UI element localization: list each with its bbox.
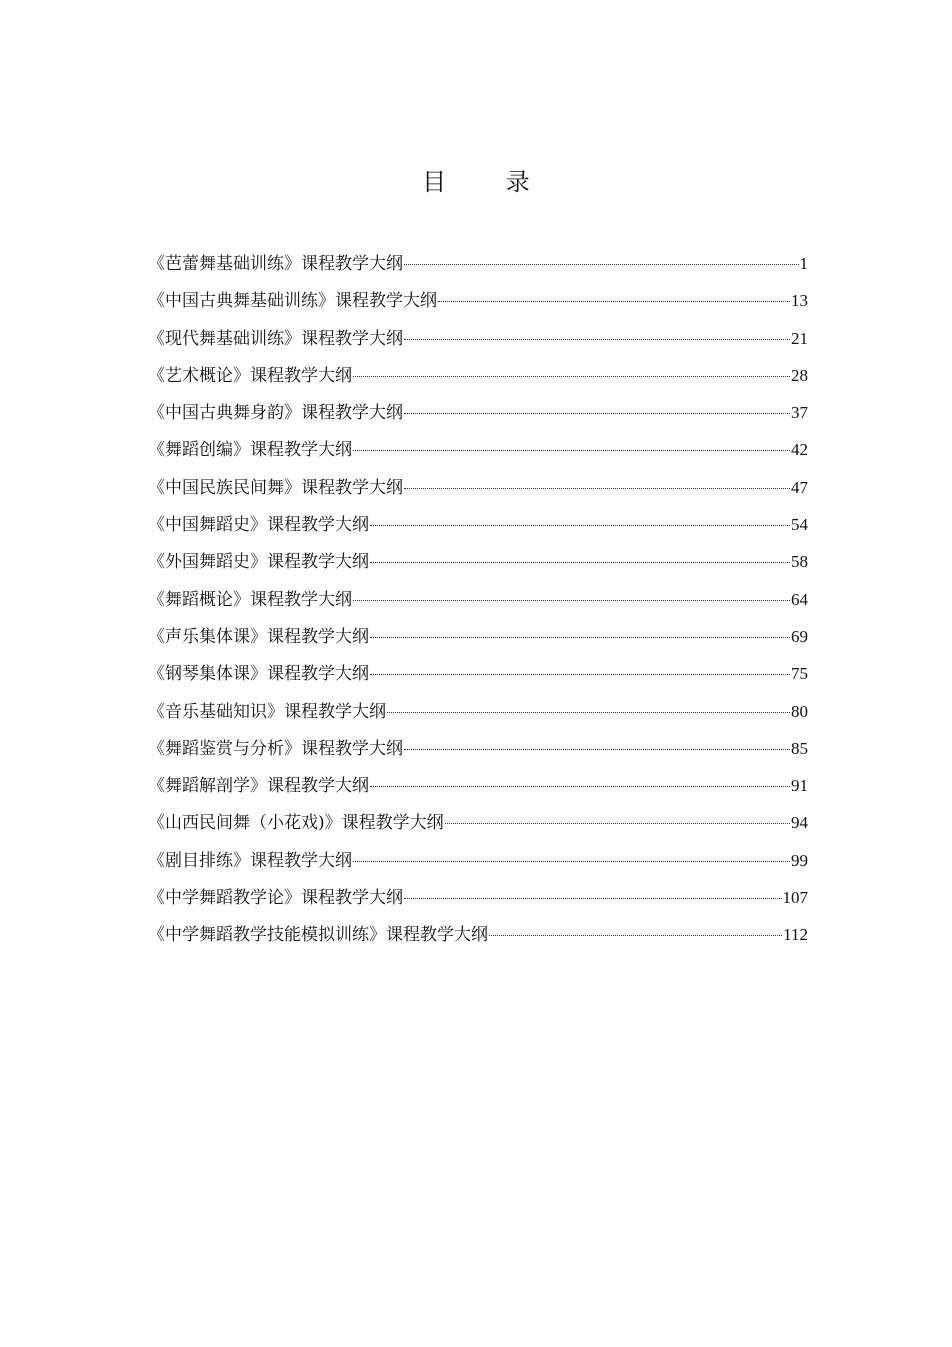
toc-entry[interactable] [148, 879, 808, 916]
toc-entry-title: 《中国古典舞身韵》课程教学大纲 [148, 403, 403, 424]
toc-entry[interactable] [148, 394, 808, 431]
toc-dot-leader [404, 898, 782, 899]
toc-entry-title: 《舞蹈解剖学》课程教学大纲 [148, 776, 369, 797]
toc-entry-title: 《舞蹈概论》课程教学大纲 [148, 589, 352, 610]
toc-entry[interactable] [148, 506, 808, 543]
toc-page-number: 91 [791, 776, 808, 796]
toc-dot-leader [387, 712, 790, 713]
toc-page-number: 69 [791, 626, 808, 646]
toc-entry[interactable] [148, 431, 808, 468]
toc-dot-leader [404, 339, 790, 340]
toc-page-number: 1 [799, 254, 808, 273]
toc-page-number: 112 [783, 925, 808, 945]
toc-entry[interactable] [148, 282, 808, 319]
toc-entry[interactable] [148, 543, 808, 580]
toc-dot-leader [404, 488, 790, 489]
toc-entry-title: 《剧目排练》课程教学大纲 [148, 850, 352, 871]
toc-entry-title: 《中国古典舞基础训练》课程教学大纲 [148, 291, 437, 312]
toc-page-number: 64 [791, 589, 808, 609]
toc-entry[interactable] [148, 767, 808, 804]
toc-dot-leader [370, 637, 790, 638]
toc-dot-leader [353, 861, 790, 862]
toc-page-number: 13 [791, 291, 808, 311]
toc-dot-leader [404, 264, 799, 265]
toc-dot-leader [370, 674, 790, 675]
toc-dot-leader [438, 301, 790, 302]
toc-page-number: 85 [791, 738, 808, 758]
toc-entry-title: 《舞蹈创编》课程教学大纲 [148, 440, 352, 461]
toc-entry-title: 《中国舞蹈史》课程教学大纲 [148, 515, 369, 536]
toc-entry-title: 《现代舞基础训练》课程教学大纲 [148, 328, 403, 349]
toc-page-number: 94 [791, 813, 808, 833]
toc-dot-leader [370, 786, 790, 787]
toc-page-number: 54 [791, 515, 808, 535]
toc-dot-leader [353, 450, 790, 451]
toc-page-number: 47 [791, 477, 808, 497]
toc-page-number: 42 [791, 440, 808, 460]
toc-dot-leader [353, 376, 790, 377]
toc-entry-title: 《中国民族民间舞》课程教学大纲 [148, 477, 403, 498]
toc-entry-title: 《山西民间舞（小花戏)》课程教学大纲 [148, 813, 444, 834]
page-title: 目 录 [422, 168, 556, 196]
toc-entry[interactable] [148, 469, 808, 506]
toc-entry[interactable] [148, 804, 808, 841]
toc-page-number: 21 [791, 328, 808, 348]
toc-entry[interactable] [148, 581, 808, 618]
toc-entry[interactable] [148, 618, 808, 655]
toc-dot-leader [404, 749, 790, 750]
toc-page-number: 80 [791, 701, 808, 721]
toc-page-number: 37 [791, 403, 808, 423]
toc-dot-leader [489, 935, 782, 936]
toc-entry[interactable] [148, 916, 808, 953]
toc-entry-title: 《钢琴集体课》课程教学大纲 [148, 664, 369, 685]
toc-entry-title: 《外国舞蹈史》课程教学大纲 [148, 552, 369, 573]
toc-entry-title: 《艺术概论》课程教学大纲 [148, 365, 352, 386]
toc-dot-leader [353, 600, 790, 601]
toc-page-number: 58 [791, 552, 808, 572]
toc-entry-title: 《舞蹈鉴赏与分析》课程教学大纲 [148, 738, 403, 759]
table-of-contents [148, 245, 808, 954]
toc-page-number: 28 [791, 365, 808, 385]
toc-page-number: 99 [791, 850, 808, 870]
toc-entry-title: 《中学舞蹈教学论》课程教学大纲 [148, 888, 403, 909]
toc-dot-leader [404, 413, 790, 414]
toc-entry[interactable] [148, 357, 808, 394]
toc-dot-leader [370, 525, 790, 526]
toc-entry[interactable] [148, 730, 808, 767]
toc-entry[interactable] [148, 655, 808, 692]
toc-entry-title: 《声乐集体课》课程教学大纲 [148, 626, 369, 647]
toc-entry[interactable] [148, 320, 808, 357]
toc-entry-title: 《音乐基础知识》课程教学大纲 [148, 701, 386, 722]
toc-entry[interactable] [148, 693, 808, 730]
toc-page-number: 75 [791, 664, 808, 684]
toc-dot-leader [445, 823, 790, 824]
toc-entry[interactable] [148, 245, 808, 282]
toc-dot-leader [370, 562, 790, 563]
toc-entry-title: 《中学舞蹈教学技能模拟训练》课程教学大纲 [148, 925, 488, 946]
toc-entry-title: 《芭蕾舞基础训练》课程教学大纲 [148, 254, 403, 274]
toc-entry[interactable] [148, 842, 808, 879]
toc-page-number: 107 [782, 888, 808, 908]
